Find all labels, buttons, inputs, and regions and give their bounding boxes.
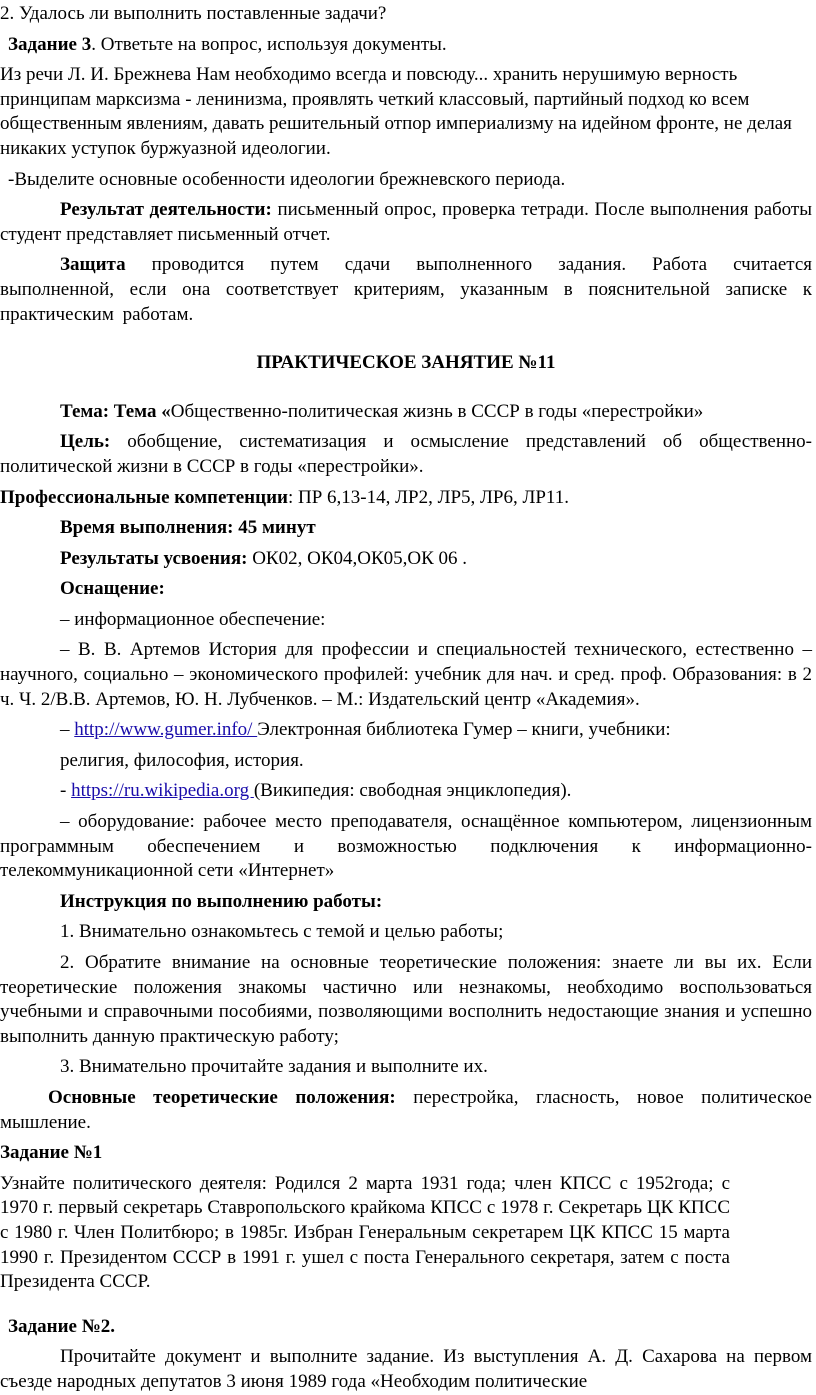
- competencies-label: Профессиональные компетенции: [0, 486, 288, 508]
- lesson-heading: ПРАКТИЧЕСКОЕ ЗАНЯТИЕ №11: [256, 352, 556, 374]
- wikipedia-link[interactable]: https://ru.wikipedia.org: [71, 780, 254, 802]
- result-text: письменный опрос, проверка тетради. После выполнения работы студент представляет письменный отчет.: [0, 199, 812, 245]
- defense-text: проводится путем сдачи выполненного задания. Работа считается выполненной, если она соответствует критериям, указанным в пояснительной записке к практическим работам.: [0, 254, 812, 325]
- competencies-line: [0, 486, 812, 511]
- gumer-resource-line2: религия, философия, история.: [60, 749, 304, 771]
- hardware-paragraph: – оборудование: рабочее место преподавателя, оснащённое компьютером, лицензионным программным обеспечением и возможностью подключения к информационно-телекоммуникационной сети «Интернет»: [0, 811, 812, 882]
- theory-label: Основные теоретические положения:: [48, 1086, 396, 1108]
- time-line: Время выполнения: 45 минут: [60, 517, 316, 539]
- task-2-heading: Задание №2.: [8, 1315, 116, 1337]
- competencies-text: : ПР 6,13-14, ЛР2, ЛР5, ЛР6, ЛР11.: [287, 486, 569, 508]
- instruction-step-2: 2. Обратите внимание на основные теоретические положения: знаете ли вы их. Если теоретические положения знакомы частично или незнакомы, необходимо воспользоваться учебными и справочными пособиями, позволяющими восполнить недостающие знания и успешно выполнить данную практическую работу;: [0, 952, 812, 1047]
- brezhnev-quote: Из речи Л. И. Брежнева Нам необходимо всегда и повсюду... хранить нерушимую верность принципам марксизма - ленинизма, проявлять четкий классовый, партийный подход ко всем общественным явлениям, давать решительный отпор империализму на идейном фронте, не делая никаких уступок буржуазной идеологии.: [0, 64, 792, 159]
- theory-text: перестройка, гласность, новое политическое мышление.: [0, 1086, 812, 1133]
- wiki-resource: - https://ru.wikipedia.org (Википедия: свободная энциклопедия).: [60, 780, 572, 802]
- equipment-heading: Оснащение:: [60, 578, 165, 600]
- task-3-text: . Ответьте на вопрос, используя документы.: [91, 33, 447, 55]
- instruction-step-1: 1. Внимательно ознакомьтесь с темой и целью работы;: [60, 921, 504, 943]
- task-3-label: Задание 3: [8, 33, 92, 55]
- defense-paragraph: [0, 253, 812, 327]
- gumer-resource: – http://www.gumer.info/ Электронная библиотека Гумер – книги, учебники:: [60, 719, 671, 741]
- topic-label: Тема: Тема «: [60, 400, 171, 422]
- gumer-link[interactable]: http://www.gumer.info/: [74, 719, 258, 741]
- gumer-description: Электронная библиотека Гумер – книги, учебники:: [257, 719, 671, 741]
- task-3: [0, 33, 812, 58]
- theory-paragraph: [0, 1086, 812, 1135]
- task-1-text: Узнайте политического деятеля: Родился 2 марта 1931 года; член КПСС с 1952года; с 1970 г. первый секретарь Ставропольского крайкома КПСС с 1978 г. Секретарь ЦК КПСС с 1980 г. Член Политбюро; в 1985г. Избран Генеральным секретарем ЦК КПСС 15 марта 1990 г. Президентом СССР в 1991 г. ушел с поста Генерального секретаря, затем с поста Президента СССР.: [0, 1172, 730, 1293]
- instruction-step-3: 3. Внимательно прочитайте задания и выполните их.: [60, 1056, 488, 1078]
- defense-label: Защита: [60, 254, 126, 276]
- results-label: Результаты усвоения:: [60, 547, 248, 569]
- info-support-line: – информационное обеспечение:: [60, 608, 326, 630]
- goal-label: Цель:: [60, 431, 111, 453]
- task-2-text: Прочитайте документ и выполните задание. Из выступления А. Д. Сахарова на первом съезде народных депутатов 3 июня 1989 года «Необходим политические: [0, 1346, 812, 1392]
- textbook-reference: – В. В. Артемов История для профессии и специальностей технического, естественно – научного, социально – экономического профилей: учебник для нач. и сред. проф. Образования: в 2 ч. Ч. 2/В.В. Артемов, Ю. Н. Лубченков. – М.: Издательский центр «Академия».: [0, 639, 812, 710]
- results-text: ОК02, ОК04,ОК05,ОК 06 .: [247, 547, 468, 569]
- document-page: [0, 2, 812, 1395]
- result-label: Результат деятельности:: [60, 199, 272, 221]
- question-2: 2. Удалось ли выполнить поставленные задачи?: [0, 3, 387, 24]
- goal-text: обобщение, систематизация и осмысление представлений об общественно-политической жизни в СССР в годы «перестройки».: [0, 431, 812, 477]
- task-1-heading: Задание №1: [0, 1142, 103, 1164]
- goal-paragraph: [0, 430, 812, 479]
- wiki-description: (Википедия: свободная энциклопедия).: [253, 780, 572, 802]
- instructions-heading: Инструкция по выполнению работы:: [60, 890, 383, 912]
- result-paragraph: [0, 198, 812, 247]
- topic-line: [0, 400, 812, 425]
- topic-text: Общественно-политическая жизнь в СССР в годы «перестройки»: [170, 400, 704, 422]
- ideology-question: -Выделите основные особенности идеологии брежневского периода.: [8, 168, 566, 190]
- results-line: [0, 547, 812, 572]
